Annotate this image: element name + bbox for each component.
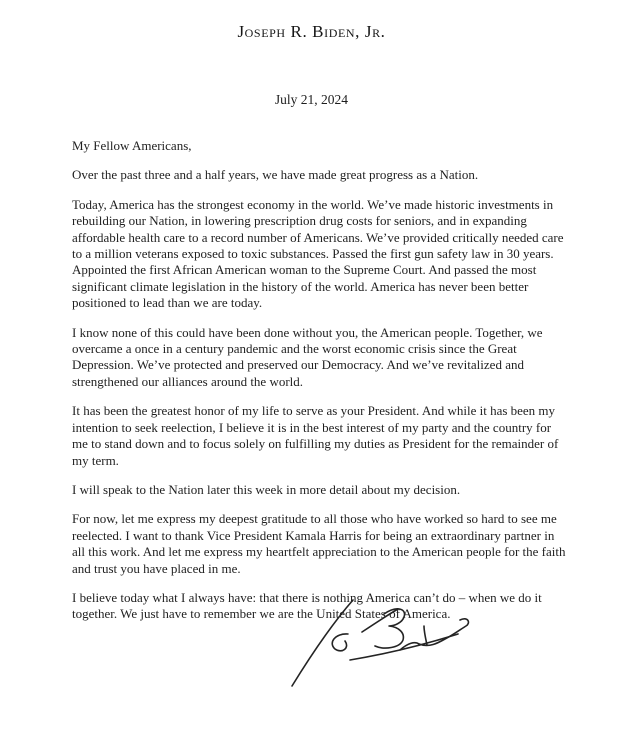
paragraph: Today, America has the strongest economy in the world. We’ve made historic investments in rebuilding our Nation, in lowering prescription drug costs for seniors, and in expanding affordable health care to a record number of Americans. We’ve provided critically needed care to a million veterans exposed to toxic substances. Passed the first gun safety law in 30 years. Appointed the first African American woman to the Supreme Court. And passed the most significant climate legislation in the history of the world. America has never been better positioned to lead than we are today.: [72, 196, 564, 311]
paragraph: Over the past three and a half years, we have made great progress as a Nation.: [72, 167, 479, 183]
paragraph: I believe today what I always have: that there is nothing America can’t do – when we do it together. We just have to remember we are the United States of America.: [72, 589, 542, 622]
letter-date: July 21, 2024: [274, 92, 349, 107]
salutation: My Fellow Americans,: [72, 138, 192, 153]
paragraph: It has been the greatest honor of my life to serve as your President. And while it has been my intention to seek reelection, I believe it is in the best interest of my party and the country for me to stand down and to focus solely on fulfilling my duties as President for the remainder of my term.: [72, 403, 559, 468]
paragraph: I will speak to the Nation later this week in more detail about my decision.: [72, 481, 461, 497]
signature-joe-biden-icon: [282, 598, 472, 698]
paragraph: I know none of this could have been done without you, the American people. Together, we overcame a once in a century pandemic and the worst economic crisis since the Great Depression. We’ve protected and preserved our Democracy. And we’ve revitalized and strengthened our alliances around the world.: [72, 324, 543, 389]
letterhead-name: Joseph R. Biden, Jr.: [237, 22, 386, 41]
letter-body: [0, 108, 623, 623]
paragraph: For now, let me express my deepest gratitude to all those who have worked so hard to see me reelected. I want to thank Vice President Kamala Harris for being an extraordinary partner in all this work. And let me express my heartfelt appreciation to the American people for the faith and trust you have placed in me.: [72, 511, 566, 576]
